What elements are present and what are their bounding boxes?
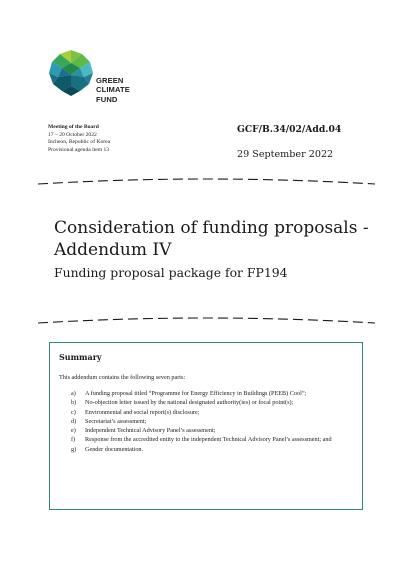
bottom-divider [0,316,413,328]
list-marker: c) [71,408,76,416]
list-item-text: Independent Technical Advisory Panel’s assessment; [85,427,216,435]
list-item [71,417,351,426]
globe-icon [48,49,94,97]
list-marker: d) [71,417,77,425]
list-item-text: Secretariat’s assessment; [85,417,147,425]
page-title [54,217,384,261]
list-item [71,398,351,407]
top-divider [0,177,413,189]
meeting-dates: 17 – 20 October 2022 [48,131,97,138]
logo-wordmark [96,76,130,104]
list-item [71,408,351,417]
logo-word-green: GREEN [96,76,124,85]
list-marker: b) [71,399,77,407]
title-line-1: Consideration of funding proposals - [54,218,369,238]
list-item [71,435,351,444]
meeting-title: Meeting of the Board [48,124,99,130]
list-marker: g) [71,445,77,453]
list-item-text: Gender documentation. [85,445,144,453]
meeting-location: Incheon, Republic of Korea [48,139,111,146]
document-reference: GCF/B.34/02/Add.04 [237,124,342,135]
list-item-text: A funding proposal titled “Programme for Energy Efficiency in Buildings (PEEB) Cool”; [85,390,307,397]
logo-word-climate: CLIMATE [96,85,130,95]
list-item-text: Response from the accredited entity to the independent Technical Advisory Panel’s assessment; and [85,436,332,444]
page-subtitle: Funding proposal package for FP194 [54,265,288,280]
list-item [71,389,351,398]
list-item-text: Environmental and social report(s) disclosure; [85,408,200,416]
document-date: 29 September 2022 [237,149,334,160]
logo-word-fund: FUND [96,94,118,104]
meeting-info [48,124,110,154]
list-marker: a) [71,390,76,397]
summary-heading: Summary [59,352,102,362]
list-item [71,445,351,454]
meeting-agenda-item: Provisional agenda item 13 [48,146,110,153]
summary-list [71,389,351,454]
list-marker: e) [71,427,76,435]
list-item-text: No-objection letter issued by the national designated authority(ies) or focal point(s); [85,399,294,407]
title-line-2: Addendum IV [54,240,172,260]
summary-intro: This addendum contains the following seven parts: [59,374,186,381]
green-climate-fund-logo [48,49,148,104]
summary-box [49,342,363,510]
list-marker: f) [71,436,76,444]
list-item [71,426,351,435]
